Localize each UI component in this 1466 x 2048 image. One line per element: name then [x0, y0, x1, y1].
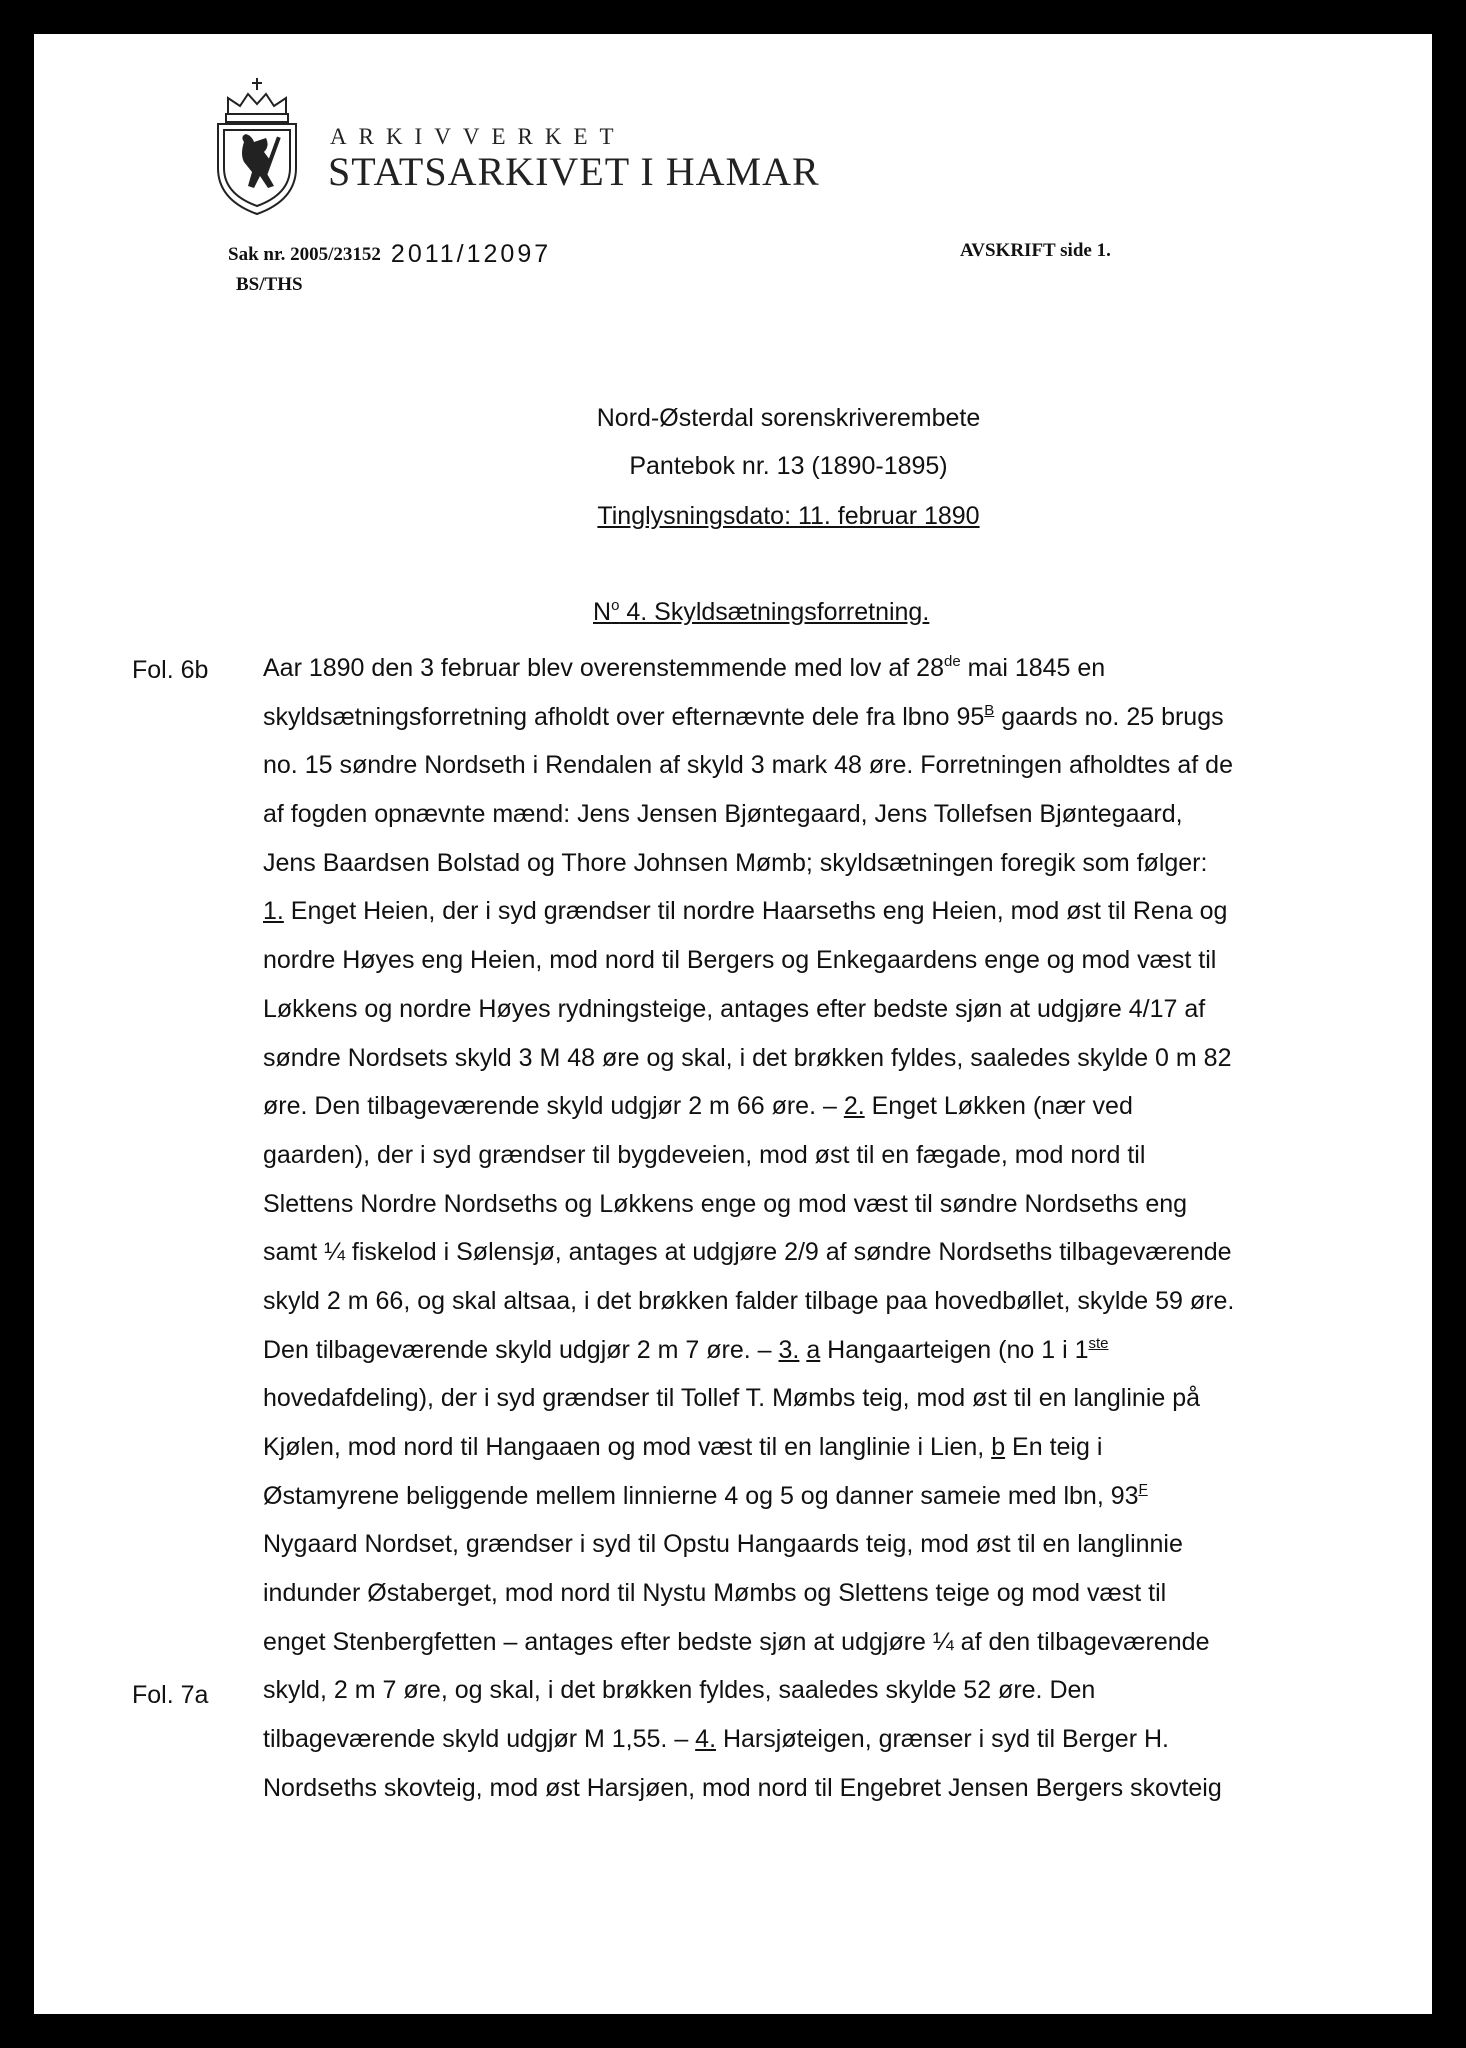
case-number — [228, 238, 551, 267]
item-number: 3. — [778, 1335, 800, 1364]
item-number: 4. — [695, 1725, 717, 1754]
body-line: hovedafdeling), der i syd grændser til Tollef T. Mømbs teig, mod øst til en langlinie på — [263, 1384, 1201, 1413]
body-line: nordre Høyes eng Heien, mod nord til Bergers og Enkegaardens enge og mod væst til — [263, 946, 1217, 975]
item-letter: b — [991, 1433, 1006, 1461]
body-line: Østamyrene beliggende mellem linnierne 4 og 5 og danner sameie med lbn, $93^F$ — [263, 1480, 1148, 1510]
body-line: Løkkens og nordre Høyes rydningsteige, antages efter bedste sjøn at udgjøre 4/17 af — [263, 994, 1206, 1023]
body-line: Slettens Nordre Nordseths og Løkkens enge og mod væst til søndre Nordseths eng — [263, 1189, 1188, 1218]
body-line: Den tilbageværende skyld udgjør 2 m 7 øre. – 3. a Hangaarteigen (no 1 i 1ste — [263, 1334, 1109, 1364]
section-heading-text: $N^o$ 4. Skyldsætningsforretning. — [593, 597, 930, 626]
transcript-page-label: AVSKRIFT side 1. — [960, 240, 1111, 261]
item-letter: a — [806, 1335, 821, 1364]
body-line: Nordseths skovteig, mod øst Harsjøen, mod nord til Engebret Jensen Bergers skovteig — [263, 1773, 1222, 1802]
handwritten-case-number: 2011/12097 — [390, 240, 552, 268]
body-line: Jens Baardsen Bolstad og Thore Johnsen Mømb; skyldsætningen foregik som følger: — [263, 848, 1208, 877]
item-number: 2. — [843, 1092, 865, 1121]
body-line: skyldsætningsforretning afholdt over efternævnte dele fra lbno $95^B$ gaards no. 25 brugs — [263, 701, 1224, 731]
registration-date-text: Tinglysningsdato: 11. februar 1890 — [597, 502, 980, 530]
folio-note-6b: Fol. 6b — [132, 656, 209, 684]
body-line: no. 15 søndre Nordseth i Rendalen af skyld 3 mark 48 øre. Forretningen afholdtes af de — [263, 751, 1233, 780]
body-line: af fogden opnævnte mænd: Jens Jensen Bjøntegaard, Jens Tollefsen Bjøntegaard, — [263, 800, 1183, 829]
org-name-small: ARKIVVERKET — [330, 124, 626, 149]
body-line: Kjølen, mod nord til Hangaaen og mod væst til en langlinie i Lien, b En teig i — [263, 1433, 1103, 1461]
body-line: tilbageværende skyld udgjør M 1,55. – 4. Harsjøteigen, grænser i syd til Berger H. — [263, 1725, 1169, 1754]
title-registration-date — [400, 502, 1177, 531]
case-number-label: Sak nr. 2005/23152 — [228, 244, 381, 265]
body-line: øre. Den tilbageværende skyld udgjør 2 m 66 øre. – 2. Enget Løkken (nær ved — [263, 1092, 1133, 1121]
document-body — [263, 644, 1383, 1813]
body-line: enget Stenbergfetten – antages efter bedste sjøn at udgjøre ¼ af den tilbageværende — [263, 1627, 1210, 1656]
coat-of-arms-logo — [210, 76, 304, 216]
body-line: søndre Nordsets skyld 3 M 48 øre og skal, i det brøkken fyldes, saaledes skylde 0 m 82 — [263, 1043, 1232, 1072]
title-register: Pantebok nr. 13 (1890-1895) — [629, 452, 948, 480]
item-number: 1. — [263, 897, 284, 926]
body-line: Nygaard Nordset, grændser i syd til Opstu Hangaards teig, mod øst til en langlinnie — [263, 1530, 1183, 1559]
body-line: gaarden), der i syd grændser til bygdeveien, mod øst til en fægade, mod nord til — [263, 1140, 1146, 1169]
body-line: skyld, 2 m 7 øre, og skal, i det brøkken fyldes, saaledes skylde 52 øre. Den — [263, 1676, 1096, 1705]
body-line: Aar 1890 den 3 februar blev overenstemmende med lov af 28de mai 1845 en — [263, 653, 1106, 682]
body-line: indunder Østaberget, mod nord til Nystu Mømbs og Slettens teige og mod væst til — [263, 1579, 1167, 1608]
case-initials: BS/THS — [236, 274, 303, 295]
body-line: 1. Enget Heien, der i syd grændser til nordre Haarseths eng Heien, mod øst til Rena og — [263, 897, 1228, 926]
org-name-large: STATSARKIVET I HAMAR — [328, 149, 820, 194]
body-line: samt ¼ fiskelod i Sølensjø, antages at udgjøre 2/9 af søndre Nordseths tilbageværende — [263, 1238, 1232, 1267]
body-line: skyld 2 m 66, og skal altsaa, i det brøkken falder tilbage paa hovedbøllet, skylde 59 øre. — [263, 1286, 1235, 1315]
title-office: Nord-Østerdal sorenskriverembete — [596, 404, 981, 432]
section-heading — [593, 598, 929, 627]
folio-note-7a: Fol. 7a — [132, 1681, 209, 1709]
